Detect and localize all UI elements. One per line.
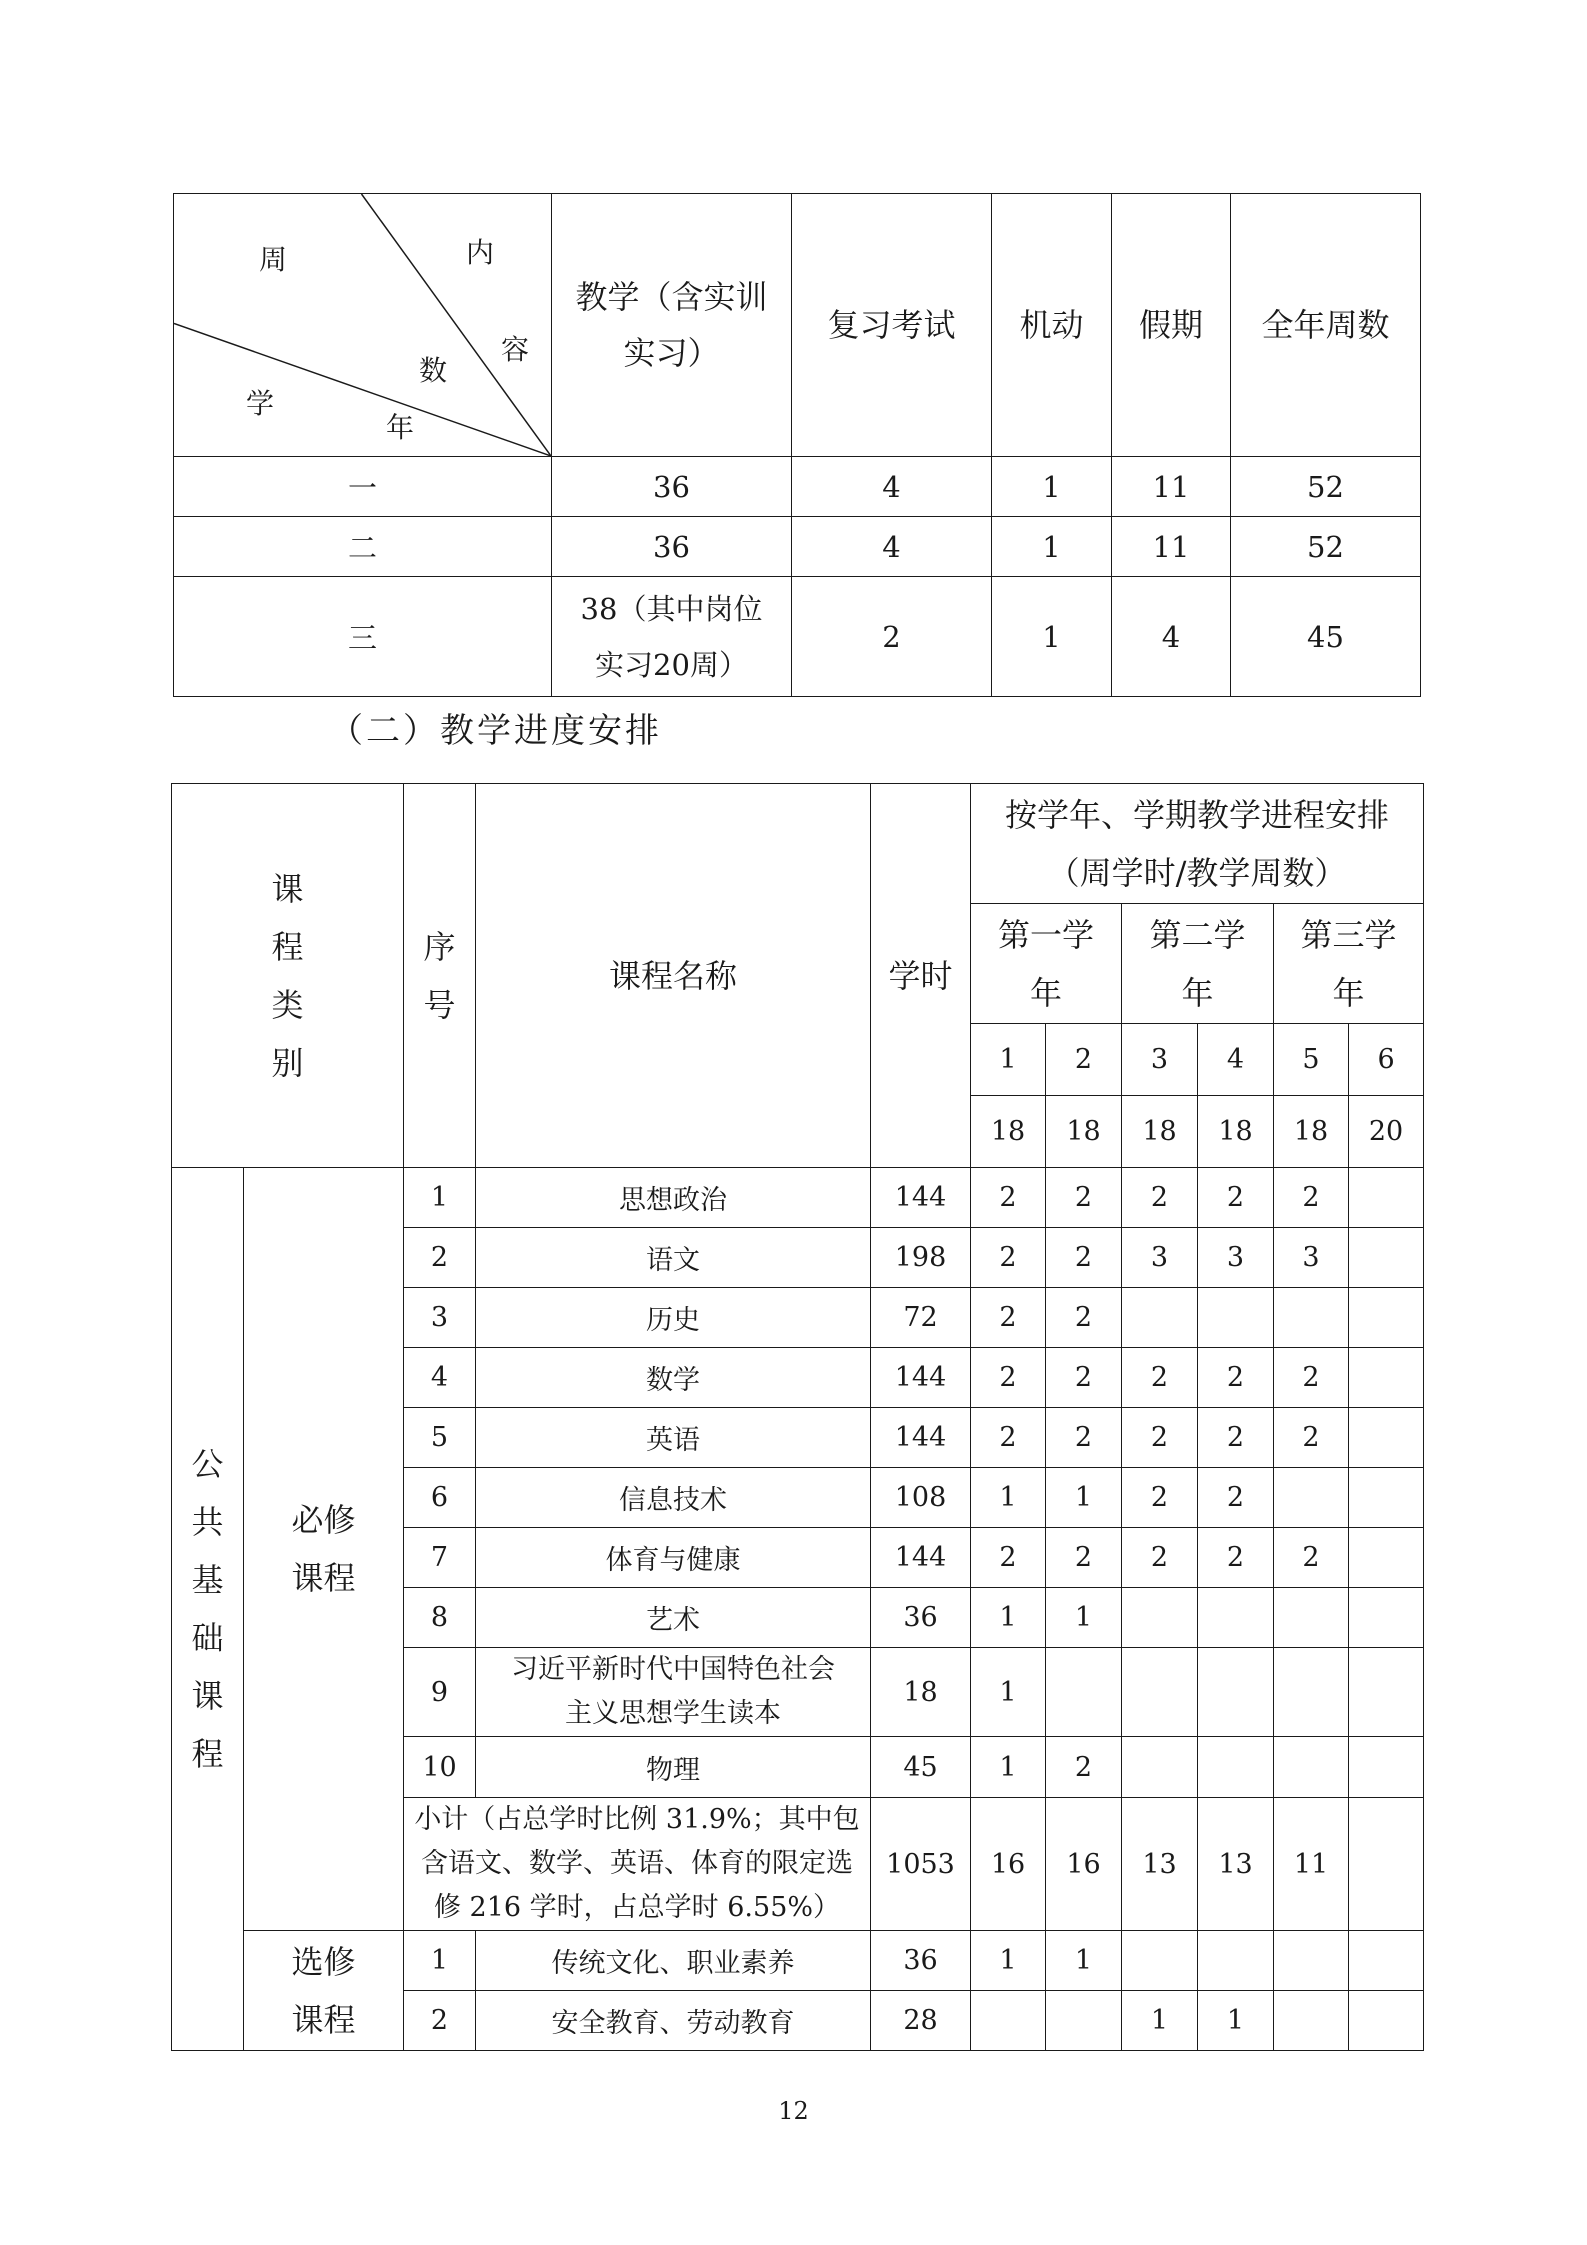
semester-cell: 3 [1122,1228,1198,1288]
flex-cell: 1 [992,577,1112,697]
col-header-flex: 机动 [992,194,1112,457]
page-number: 12 [778,2097,809,2125]
category-public-cell [172,1168,244,2051]
semester-header: 3 [1122,1024,1198,1096]
semester-cell: 2 [1046,1348,1122,1408]
semester-cell [1046,1648,1122,1737]
semester-header: 4 [1198,1024,1274,1096]
hours-cell: 1053 [871,1798,971,1931]
semester-cell: 2 [1198,1348,1274,1408]
semester-cell: 2 [971,1228,1046,1288]
semester-cell [1349,1528,1424,1588]
flex-cell: 1 [992,517,1112,577]
subtotal-label-line2: 含语文、数学、英语、体育的限定选 [421,1848,853,1879]
hours-cell: 144 [871,1168,971,1228]
course-name-cell: 英语 [476,1408,871,1468]
course-category-header [172,784,404,1168]
course-name-cell: 信息技术 [476,1468,871,1528]
semester-cell [1349,1168,1424,1228]
col-header-holiday: 假期 [1112,194,1231,457]
course-name-cell: 物理 [476,1737,871,1798]
group-required-cell [244,1168,404,1931]
diag-label-zhou: 周 [259,243,288,276]
course-category-header-text: 课程类别 [271,869,304,1082]
year-header-3: 第三学年 [1274,904,1424,1024]
holiday-cell: 11 [1112,517,1231,577]
year-header-2: 第二学年 [1122,904,1274,1024]
semester-header: 6 [1349,1024,1424,1096]
semester-cell: 2 [1046,1737,1122,1798]
semester-cell: 2 [1046,1288,1122,1348]
seq-cell: 8 [404,1588,476,1648]
total-cell: 52 [1231,517,1421,577]
table-row [174,577,1421,697]
semester-cell: 1 [1046,1931,1122,1991]
total-cell: 45 [1231,577,1421,697]
hours-cell: 28 [871,1991,971,2051]
col-header-review: 复习考试 [792,194,992,457]
col-header-teaching: 教学（含实训实习） [552,194,792,457]
teaching-cell: 36 [552,457,792,517]
course-name-cell: 思想政治 [476,1168,871,1228]
semester-header: 5 [1274,1024,1349,1096]
review-cell: 2 [792,577,992,697]
seq-cell: 10 [404,1737,476,1798]
section-heading: （二）教学进度安排 [329,711,662,751]
header-row [172,784,1424,904]
weeks-allocation-table [173,193,1421,697]
weeks-header: 18 [1274,1096,1349,1168]
semester-cell: 2 [1046,1408,1122,1468]
arrangement-header-line2: （周学时/教学周数） [1047,853,1347,892]
semester-cell [1274,1737,1349,1798]
seq-cell: 1 [404,1931,476,1991]
semester-cell [1349,1288,1424,1348]
semester-cell: 1 [971,1648,1046,1737]
group-required-text: 必修课程 [291,1501,356,1597]
semester-header: 1 [971,1024,1046,1096]
semester-cell: 3 [1198,1228,1274,1288]
semester-cell [1122,1931,1198,1991]
semester-cell [1122,1588,1198,1648]
semester-cell [971,1991,1046,2051]
diag-label-rong: 容 [501,333,530,366]
course-name-header: 课程名称 [476,784,871,1168]
semester-cell [1349,1228,1424,1288]
hours-cell: 45 [871,1737,971,1798]
table-row [172,1931,1424,1991]
semester-cell [1274,1468,1349,1528]
diagonal-header-cell [174,194,552,457]
arrangement-header [971,784,1424,904]
semester-cell [1274,1931,1349,1991]
holiday-cell: 11 [1112,457,1231,517]
hours-cell: 144 [871,1528,971,1588]
col-header-total: 全年周数 [1231,194,1421,457]
seq-cell: 4 [404,1348,476,1408]
semester-cell: 2 [1198,1408,1274,1468]
group-elective-text: 选修课程 [291,1942,356,2039]
header-row [174,194,1421,457]
table-row [172,1168,1424,1228]
weeks-header: 18 [1046,1096,1122,1168]
semester-cell [1122,1288,1198,1348]
group-elective-cell [244,1931,404,2051]
semester-cell: 2 [1046,1228,1122,1288]
total-cell: 52 [1231,457,1421,517]
course-name-line1: 习近平新时代中国特色社会 [511,1654,835,1685]
semester-cell [1349,1991,1424,2051]
course-name-cell: 历史 [476,1288,871,1348]
semester-cell [1349,1648,1424,1737]
hours-cell: 18 [871,1648,971,1737]
seq-cell: 5 [404,1408,476,1468]
seq-cell: 9 [404,1648,476,1737]
review-cell: 4 [792,517,992,577]
year-header-1: 第一学年 [971,904,1122,1024]
diag-label-nian: 年 [386,411,415,444]
semester-cell [1198,1588,1274,1648]
semester-cell [1349,1798,1424,1931]
seq-cell: 1 [404,1168,476,1228]
category-public-text: 公共基础课程 [191,1445,224,1773]
teaching-cell: 38（其中岗位实习20周） [552,577,792,697]
diagonal-lines [174,194,551,456]
hours-header: 学时 [871,784,971,1168]
course-name-cell: 传统文化、职业素养 [476,1931,871,1991]
semester-cell: 2 [971,1288,1046,1348]
semester-cell: 2 [1122,1408,1198,1468]
semester-cell [1198,1931,1274,1991]
hours-cell: 144 [871,1408,971,1468]
semester-cell [1349,1348,1424,1408]
seq-header [404,784,476,1168]
weeks-header: 18 [971,1096,1046,1168]
seq-cell: 2 [404,1228,476,1288]
diag-label-shu: 数 [419,354,448,387]
semester-cell: 1 [1198,1991,1274,2051]
semester-cell [1274,1991,1349,2051]
weeks-header: 18 [1122,1096,1198,1168]
semester-cell [1349,1737,1424,1798]
semester-cell: 2 [1046,1168,1122,1228]
hours-cell: 36 [871,1588,971,1648]
semester-cell: 2 [1122,1168,1198,1228]
course-name-cell: 语文 [476,1228,871,1288]
semester-cell: 16 [1046,1798,1122,1931]
year-cell: 二 [174,517,552,577]
hours-cell: 72 [871,1288,971,1348]
holiday-cell: 4 [1112,577,1231,697]
semester-cell [1349,1468,1424,1528]
course-name-cell [476,1648,871,1737]
semester-cell: 1 [971,1468,1046,1528]
semester-cell: 2 [971,1408,1046,1468]
semester-cell: 2 [1274,1408,1349,1468]
seq-header-text: 序号 [423,927,456,1024]
semester-cell [1274,1288,1349,1348]
semester-cell: 2 [971,1348,1046,1408]
table-row [174,517,1421,577]
semester-cell: 2 [1274,1528,1349,1588]
seq-cell: 2 [404,1991,476,2051]
semester-cell: 2 [1122,1468,1198,1528]
semester-cell: 13 [1198,1798,1274,1931]
semester-cell: 2 [1198,1468,1274,1528]
semester-cell: 2 [971,1168,1046,1228]
semester-cell: 3 [1274,1228,1349,1288]
semester-cell [1198,1288,1274,1348]
semester-cell [1349,1588,1424,1648]
seq-cell: 7 [404,1528,476,1588]
semester-cell: 11 [1274,1798,1349,1931]
course-name-cell: 安全教育、劳动教育 [476,1991,871,2051]
semester-cell [1274,1648,1349,1737]
semester-cell: 16 [971,1798,1046,1931]
subtotal-label-cell [404,1798,871,1931]
diag-label-xue: 学 [246,387,275,420]
semester-cell: 1 [971,1588,1046,1648]
course-name-cell: 艺术 [476,1588,871,1648]
semester-cell: 2 [1198,1168,1274,1228]
semester-cell [1349,1408,1424,1468]
semester-cell: 2 [1198,1528,1274,1588]
semester-cell: 2 [1046,1528,1122,1588]
flex-cell: 1 [992,457,1112,517]
subtotal-label-line1: 小计（占总学时比例 31.9%；其中包 [414,1804,860,1835]
seq-cell: 6 [404,1468,476,1528]
semester-cell: 1 [971,1931,1046,1991]
semester-cell [1122,1648,1198,1737]
semester-cell: 2 [1122,1348,1198,1408]
semester-cell: 2 [1274,1168,1349,1228]
semester-cell [1198,1737,1274,1798]
semester-cell [1122,1737,1198,1798]
subtotal-label-line3: 修 216 学时，占总学时 6.55%） [433,1892,841,1923]
review-cell: 4 [792,457,992,517]
semester-cell [1046,1991,1122,2051]
hours-cell: 36 [871,1931,971,1991]
semester-cell: 2 [1274,1348,1349,1408]
semester-cell [1274,1588,1349,1648]
semester-cell: 1 [1046,1468,1122,1528]
semester-cell: 13 [1122,1798,1198,1931]
year-cell: 一 [174,457,552,517]
teaching-cell: 36 [552,517,792,577]
hours-cell: 108 [871,1468,971,1528]
course-name-cell: 体育与健康 [476,1528,871,1588]
weeks-header: 18 [1198,1096,1274,1168]
semester-cell [1349,1931,1424,1991]
course-name-cell: 数学 [476,1348,871,1408]
semester-cell: 2 [1122,1528,1198,1588]
year-cell: 三 [174,577,552,697]
teaching-schedule-table [171,783,1424,2051]
course-name-line2: 主义思想学生读本 [565,1698,781,1729]
semester-cell: 1 [1122,1991,1198,2051]
semester-cell: 2 [971,1528,1046,1588]
arrangement-header-line1: 按学年、学期教学进程安排 [1005,795,1390,834]
seq-cell: 3 [404,1288,476,1348]
hours-cell: 198 [871,1228,971,1288]
weeks-header: 20 [1349,1096,1424,1168]
table-row [174,457,1421,517]
diag-label-nei: 内 [466,236,495,269]
hours-cell: 144 [871,1348,971,1408]
semester-header: 2 [1046,1024,1122,1096]
semester-cell: 1 [1046,1588,1122,1648]
semester-cell: 1 [971,1737,1046,1798]
semester-cell [1198,1648,1274,1737]
